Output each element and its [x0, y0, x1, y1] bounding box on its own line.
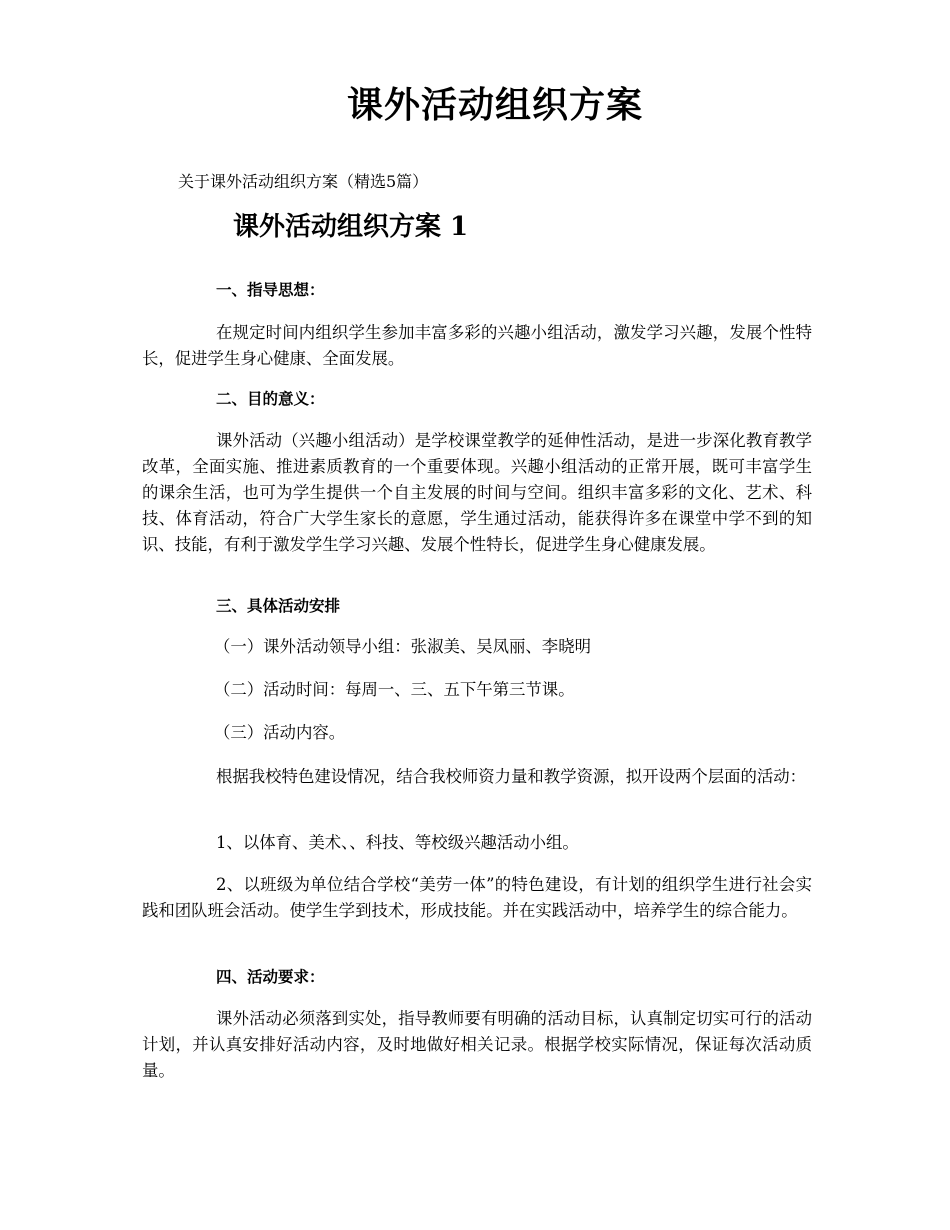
paragraph-purpose: 课外活动（兴趣小组活动）是学校课堂教学的延伸性活动，是进一步深化教育教学改革，全面实施、推进素质教育的一个重要体现。兴趣小组活动的正常开展，既可丰富学生的课余生活，也可为学生提供一个自主发展的时间与空间。组织丰富多彩的文化、艺术、科技、体育活动，符合广大学生家长的意愿，学生通过活动，能获得许多在课堂中学不到的知识、技能，有利于激发学生学习兴趣、发展个性特长，促进学生身心健康发展。 — [142, 431, 812, 554]
paragraph-class-activities: 2、以班级为单位结合学校“美劳一体”的特色建设，有计划的组织学生进行社会实践和团队班会活动。使学生学到技术，形成技能。并在实践活动中，培养学生的综合能力。 — [142, 875, 812, 920]
paragraph-guiding-ideology: 在规定时间内组织学生参加丰富多彩的兴趣小组活动，激发学习兴趣，发展个性特长，促进学生身心健康、全面发展。 — [142, 323, 812, 368]
heading-guiding-ideology: 一、指导思想： — [216, 281, 325, 299]
document-subtitle: 关于课外活动组织方案（精选5篇） — [178, 172, 429, 191]
document-title: 课外活动组织方案 — [346, 84, 643, 126]
heading-purpose: 二、目的意义： — [216, 390, 325, 408]
paragraph-content-plan: 根据我校特色建设情况，结合我校师资力量和教学资源，拟开设两个层面的活动： — [216, 767, 807, 786]
paragraph-activity-groups: 1、以体育、美术、、科技、等校级兴趣活动小组。 — [216, 833, 579, 852]
arrangement-item-time: （二）活动时间：每周一、三、五下午第三节课。 — [214, 680, 575, 699]
heading-arrangement: 三、具体活动安排 — [216, 597, 341, 615]
paragraph-requirements: 课外活动必须落到实处，指导教师要有明确的活动目标，认真制定切实可行的活动计划，并认真安排好活动内容，及时地做好相关记录。根据学校实际情况，保证每次活动质量。 — [142, 1009, 812, 1080]
section-title: 课外活动组织方案 1 — [233, 212, 469, 242]
heading-requirements: 四、活动要求： — [216, 968, 325, 986]
arrangement-item-leaders: （一）课外活动领导小组：张淑美、吴凤丽、李晓明 — [214, 637, 591, 656]
arrangement-item-content: （三）活动内容。 — [214, 723, 346, 742]
